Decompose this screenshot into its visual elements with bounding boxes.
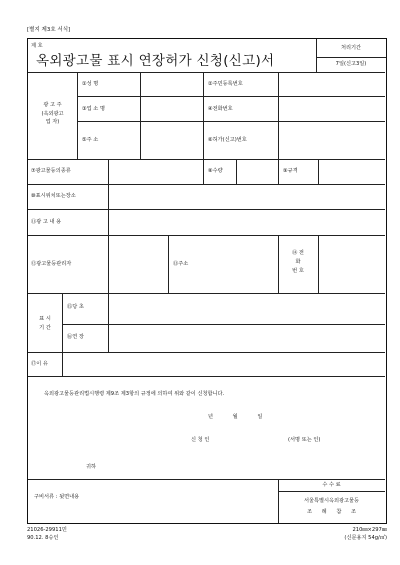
manager-address-label: ⑬주소 <box>173 261 189 267</box>
date-line: 년 월 일 <box>208 414 263 420</box>
permit-no-label: ⑥허가(신고)번호 <box>208 137 247 143</box>
resident-no-label: ②주민등록번호 <box>208 81 243 87</box>
extension-period-label: ⑯연 장 <box>67 334 84 340</box>
display-period-label: 표 시 기 간 <box>39 316 51 331</box>
signature-label: (서명 또는 인) <box>288 437 321 443</box>
manager-phone-label: ⑭ 전 화 번 호 <box>292 250 304 274</box>
title-prefix: 제 호 <box>31 43 43 49</box>
reason-label: ⑰이 유 <box>31 361 48 367</box>
ad-kind-label: ⑦광고물등의종류 <box>31 168 71 174</box>
manager-label: ⑫광고물등관리자 <box>31 261 72 267</box>
attachment-label: 구비서류 : 뒷면내용 <box>34 494 80 500</box>
applicant-label: 광 고 주 (옥외광고 업 자) <box>41 102 64 125</box>
original-period-label: ⑮당 초 <box>67 304 84 310</box>
phone-label: ④전화번호 <box>208 106 233 112</box>
ad-content-label: ⑪광 고 내 용 <box>31 219 62 225</box>
application-form <box>27 38 387 524</box>
location-label: ⑩표시위치또는장소 <box>31 193 76 199</box>
quantity-label: ⑧수량 <box>208 168 223 174</box>
name-label: ①성 명 <box>82 81 99 87</box>
address-label: ⑤주 소 <box>82 137 99 143</box>
processing-period-value: 7일(신고3일) <box>335 61 367 67</box>
applicant-sign-label: 신 청 인 <box>191 437 210 443</box>
processing-period-label: 처리기간 <box>340 45 362 51</box>
size-label: ⑨규격 <box>283 168 298 174</box>
addressee-label: 귀하 <box>86 464 97 470</box>
fee-line1: 서울특별시옥외광고물등 <box>303 498 360 504</box>
declaration-text: 옥외광고물등관리법시행령 제9조 제3항의 규정에 의하여 위와 같이 신청합니다. <box>44 391 225 397</box>
footer-code: 21026-29911민 <box>27 527 67 533</box>
footer-approval-date: 90.12. 8승인 <box>27 535 59 541</box>
page-title: 옥외광고물 표시 연장허가 신청(신고)서 <box>36 53 275 69</box>
footer-paper-spec: (신문용지 54g/㎡) <box>344 535 387 541</box>
form-number: [별지 제3호 서식] <box>27 27 71 33</box>
business-name-label: ③업 소 명 <box>82 106 105 112</box>
footer-paper-size: 210㎜×297㎜ <box>352 527 387 533</box>
fee-line2: 조 례 참 조 <box>307 509 356 515</box>
fee-label: 수 수 료 <box>322 482 341 488</box>
